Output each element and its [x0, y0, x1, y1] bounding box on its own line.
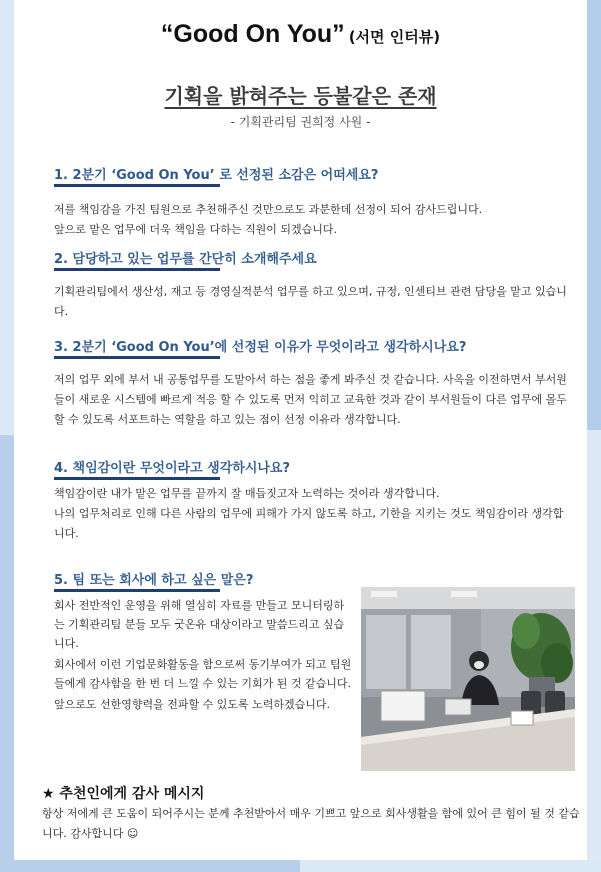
answer-2	[54, 282, 569, 322]
page-title	[14, 20, 587, 49]
question-5: 5. 팀 또는 회사에 하고 싶은 말은?	[54, 573, 254, 588]
answer-5-para-2: 회사에서 이런 기업문화활동을 함으로써 동기부여가 되고 팀원들에게 감사함을 한 번 더 느낄 수 있는 기회가 된 것 같습니다.	[54, 658, 352, 690]
question-5-underline	[54, 589, 220, 592]
office-photo-illustration	[361, 587, 575, 771]
background-band-right-lower	[587, 430, 601, 872]
answer-1-line-2: 앞으로 맡은 업무에 더욱 책임을 다하는 직원이 되겠습니다.	[54, 223, 337, 236]
answer-5-para-3: 앞으로도 선한영향력을 전파할 수 있도록 노력하겠습니다.	[54, 698, 331, 711]
question-1-underline	[54, 184, 220, 187]
answer-2-line-1: 기획관리팀에서 생산성, 재고 등 경영실적분석 업무를 하고 있으며, 규정, 인센티브 관련 담당을 맡고 있습니다.	[54, 285, 567, 318]
background-band-bottom-dark	[0, 860, 300, 872]
question-3: 3. 2분기 ‘Good On You’에 선정된 이유가 무엇이라고 생각하시나요?	[54, 340, 467, 355]
answer-3-line-1: 저의 업무 외에 부서 내 공통업무를 도맡아서 하는 점을 좋게 봐주신 것 같습니다. 사옥을 이전하면서 부서원들이 새로운 시스템에 빠르게 적응 할 수 있도록 먼저 익히고 교육한 것과 같이 부서원들이 다른 업무에 몰두할 수 있도록 서포트하는 역할을 하고 있는 점이 선정 이유라 생각합니다.	[54, 373, 567, 426]
question-3-underline	[54, 356, 220, 359]
question-4-underline	[54, 477, 220, 480]
answer-4-line-1: 책임감이란 내가 맡은 업무를 끝까지 잘 매듭짓고자 노력하는 것이라 생각합니다.	[54, 487, 440, 500]
thanks-body: 항상 저에게 큰 도움이 되어주시는 분께 추천받아서 매우 기쁘고 앞으로 회사생활을 함에 있어 큰 힘이 될 것 같습니다. 감사합니다 ☺	[42, 807, 580, 840]
answer-1	[54, 200, 569, 240]
question-2: 2. 담당하고 있는 업무를 간단히 소개해주세요	[54, 252, 317, 267]
question-2-underline	[54, 268, 220, 271]
thanks-title: ★ 추천인에게 감사 메시지	[42, 786, 205, 802]
background-band-left-lower	[0, 435, 14, 872]
headline-text: 기획을 밝혀주는 등불같은 존재	[164, 84, 437, 108]
answer-4	[54, 484, 569, 544]
question-4: 4. 책임감이란 무엇이라고 생각하시나요?	[54, 461, 291, 476]
office-photo	[361, 587, 575, 771]
question-1: 1. 2분기 ‘Good On You’ 로 선정된 소감은 어떠세요?	[54, 168, 379, 183]
document-page	[14, 0, 587, 860]
background-band-right	[587, 0, 601, 430]
answer-3	[54, 370, 569, 430]
answer-5	[54, 596, 354, 716]
answer-5-para-1: 회사 전반적인 운영을 위해 열심히 자료를 만들고 모니터링하는 기획관리팀 분들 모두 굿온유 대상이라고 말씀드리고 싶습니다.	[54, 599, 345, 650]
answer-4-line-2: 나의 업무처리로 인해 다른 사람의 업무에 피해가 가지 않도록 하고, 기한을 지키는 것도 책임감이라 생각합니다.	[54, 507, 564, 540]
answer-1-line-1: 저를 책임감을 가진 팀원으로 추천해주신 것만으로도 과분한데 선정이 되어 감사드립니다.	[54, 203, 483, 216]
byline: - 기획관리팀 권희정 사원 -	[230, 115, 371, 129]
title-suffix: (서면 인터뷰)	[348, 28, 441, 46]
headline	[14, 80, 587, 109]
title-main: “Good On You”	[160, 20, 345, 48]
